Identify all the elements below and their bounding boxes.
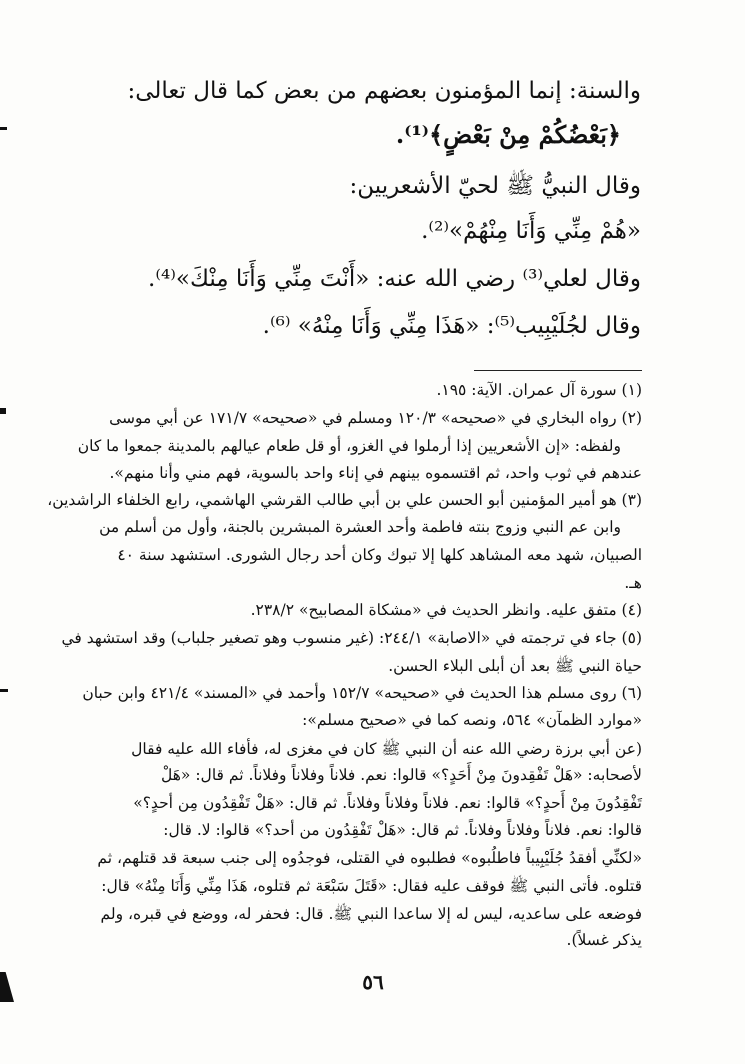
footnote-line-19: قتلوه. فأتى النبي ﷺ فوقف عليه فقال: «قَتَلَ سَبْعَة ثم قتلوه، هَذَا مِنِّي وَأَنَا مِنْهُ» قال: [101,877,642,895]
footnote-line-13: «موارد الظمآن» ٥٦٤، ونصه كما في «صحيح مسلم»: [302,711,642,729]
footnote-line-21: يذكر غسلاً). [566,931,642,949]
footnote-line-12: (٦) روى مسلم هذا الحديث في «صحيحه» ١٥٢/٧ وأحمد في «المسند» ٤٢١/٤ وابن حبان [82,684,642,702]
scan-mark [0,689,8,692]
footnote-line-2: (٢) رواه البخاري في «صحيحه» ١٢٠/٣ ومسلم في «صحيحه» ١٧١/٧ عن أبي موسى [109,409,642,427]
footnote-line-20: فوضعه على ساعديه، ليس له إلا ساعدا النبي ﷺ. قال: فحفر له، ووضع في قبره، ولم [100,905,642,923]
footnote-line-16: تَفْقِدُونَ مِنْ أَحدٍ؟» قالوا: نعم. فلاناً وفلاناً وفلاناً. ثم قال: «هَلْ تَفْقِدُون مِن أحدٍ؟» [133,794,642,812]
footnote-line-3: ولفظه: «إن الأشعريين إذا أرملوا في الغزو، أو قل طعام عيالهم بالمدينة جمعوا ما كان [77,437,621,455]
footnote-line-18: «لكنِّي أفقدُ جُلَيْبِيباً فاطلُبوه» فطلبوه في القتلى، فوجدُوه إلى جنب سبعة قد قتلهم، ثم [97,849,642,867]
footnote-line-9: (٤) متفق عليه. وانظر الحديث في «مشكاة المصابيح» ٢٣٨/٢. [250,601,642,619]
scan-mark [0,408,6,414]
footnote-line-7: الصبيان، شهد معه المشاهد كلها إلا تبوك وكان أحد رجال الشورى. استشهد سنة ٤٠ [117,546,642,564]
footnote-line-6: وابن عم النبي وزوج بنته فاطمة وأحد العشرة المبشرين بالجنة، وأول من أسلم من [99,518,621,536]
footnote-separator [474,370,642,371]
footnote-line-11: حياة النبي ﷺ بعد أن أبلى البلاء الحسن. [388,657,642,675]
footnote-line-5: (٣) هو أمير المؤمنين أبو الحسن علي بن أبي طالب القرشي الهاشمي، رابع الخلفاء الراشدين، [47,491,642,509]
main-line-2-quran: ﴿بَعْضُكُمْ مِنْ بَعْضٍ﴾⁽¹⁾. [395,120,621,149]
footnote-line-8: هـ. [624,574,642,592]
main-line-5: وقال لعلي⁽³⁾ رضي الله عنه: «أَنْتَ مِنِّي وَأَنَا مِنْكَ»⁽⁴⁾. [148,266,641,292]
main-line-4: «هُمْ مِنِّي وَأَنَا مِنْهُمْ»⁽²⁾. [421,218,641,244]
scan-mark [0,127,7,130]
footnote-line-4: عندهم في ثوب واحد، ثم اقتسموه بينهم في إناء واحد بالسوية، فهم مني وأنا منهم». [109,464,642,482]
footnote-line-15: لأصحابه: «هَلْ تَفْقِدونَ مِنْ أَحَدٍ؟» قالوا: نعم. فلاناً وفلاناً وفلاناً. ثم قال: «هَلْ [161,766,642,784]
page-number: ٥٦ [362,970,384,994]
footnote-line-10: (٥) جاء في ترجمته في «الاصابة» ٢٤٤/١: (غير منسوب وهو تصغير جلباب) وقد استشهد في [61,629,642,647]
main-line-3: وقال النبيُّ ﷺ لحيّ الأشعريين: [349,173,641,199]
scan-mark [0,972,14,1002]
footnote-line-14: (عن أبي برزة رضي الله عنه أن النبي ﷺ كان في مغزى له، فأفاء الله عليه فقال [131,740,642,758]
footnote-line-17: قالوا: نعم. فلاناً وفلاناً وفلاناً. ثم قال: «هَلْ تَفْقِدُون من أحد؟» قالوا: لا. قال: [163,821,642,839]
main-line-1: والسنة: إنما المؤمنون بعضهم من بعض كما قال تعالى: [127,78,641,104]
footnote-line-1: (١) سورة آل عمران. الآية: ١٩٥. [436,381,642,399]
main-line-6: وقال لجُلَيْبِيب⁽⁵⁾: «هَذَا مِنِّي وَأَنَا مِنْهُ» ⁽⁶⁾. [262,313,641,339]
